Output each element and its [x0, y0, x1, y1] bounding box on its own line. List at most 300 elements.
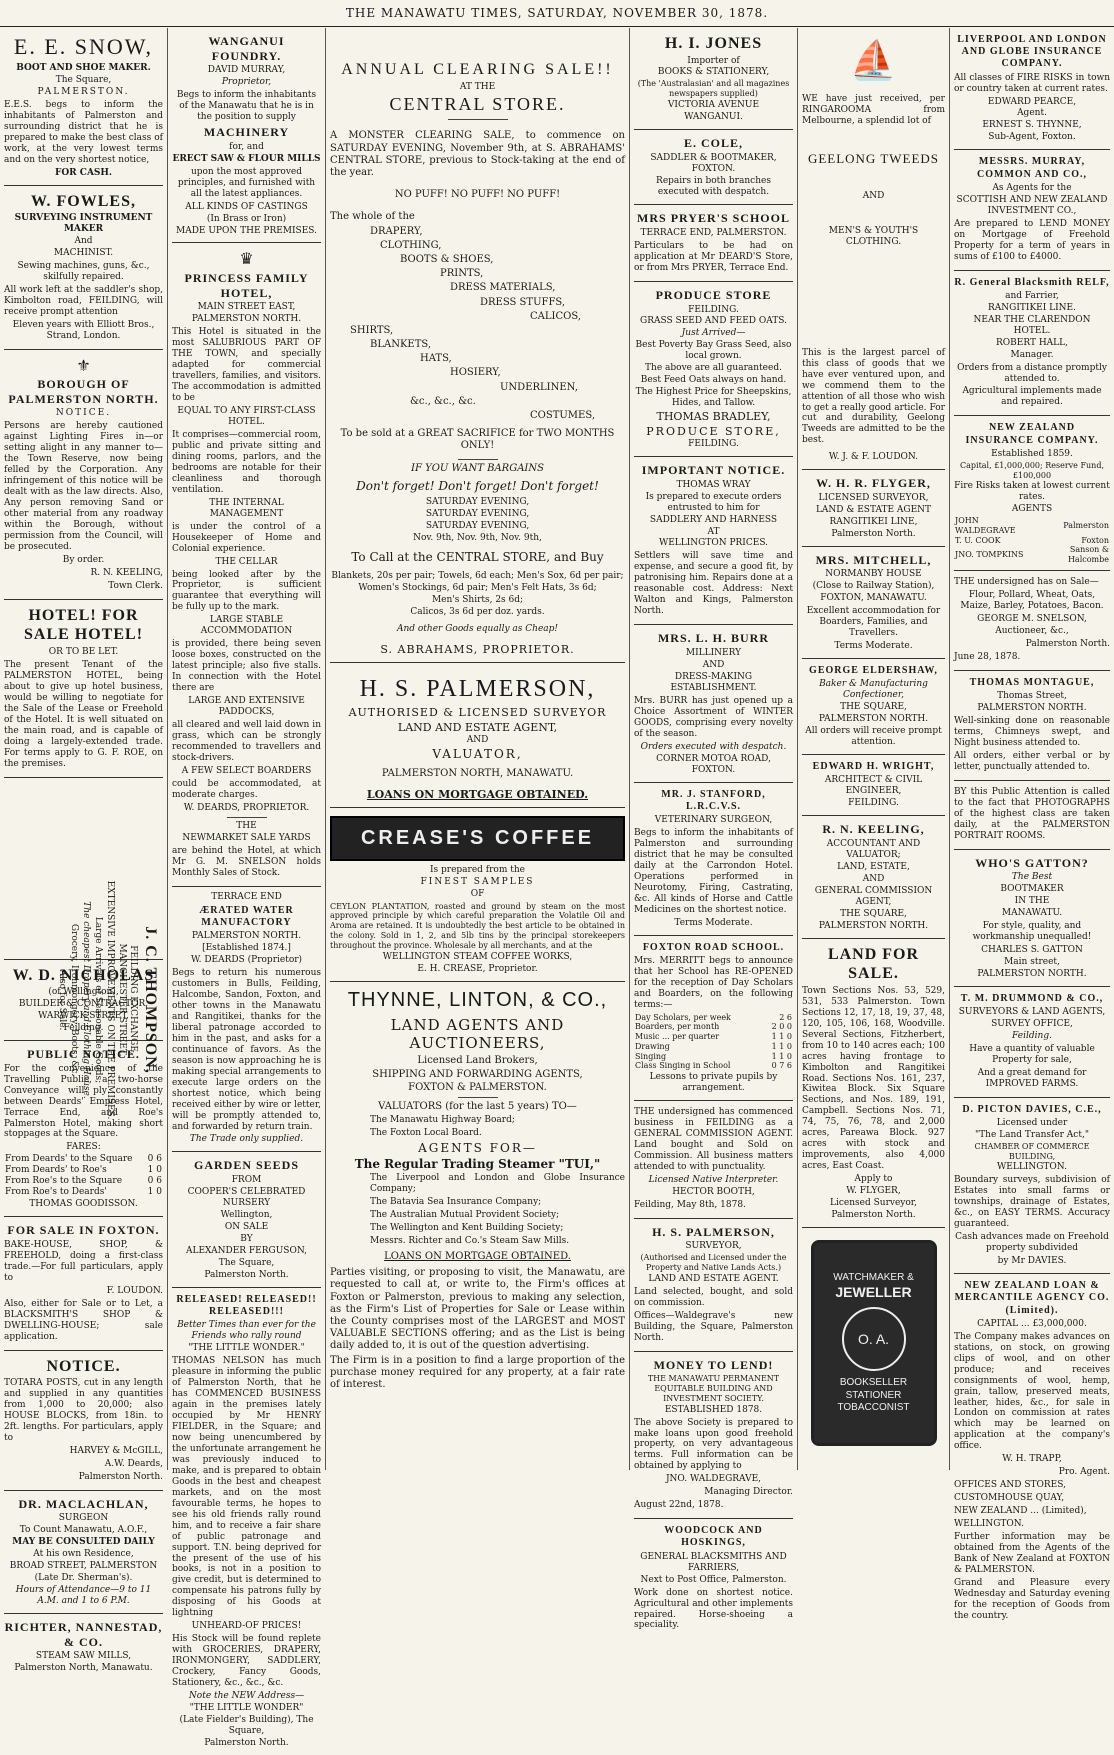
- table-row: [634, 1042, 793, 1052]
- ad-title: THOMAS MONTAGUE,: [969, 676, 1095, 688]
- masthead: THE MANAWATU TIMES, SATURDAY, NOVEMBER 30, 1878.: [0, 0, 1114, 27]
- ad-title: RELEASED! RELEASED!! RELEASED!!!: [176, 1293, 317, 1317]
- ad-line: Also for Sale.: [56, 969, 67, 1031]
- ad-loans: LOANS ON MORTGAGE OBTAINED.: [384, 1251, 571, 1263]
- ad-jones: [634, 28, 793, 130]
- rotated-ad: [55, 790, 162, 1210]
- ad-line: MEN'S & YOUTH'S CLOTHING.: [828, 225, 919, 247]
- ad-line: Messrs. Richter and Co.'s Steam Saw Mills.: [370, 1236, 570, 1247]
- ad-flyger: [802, 470, 945, 547]
- ad-title: MR. J. STANFORD, L.R.C.V.S.: [661, 788, 766, 812]
- badge-line: BOOKSELLER: [839, 1377, 908, 1389]
- ad-title: WANGANUI FOUNDRY.: [208, 34, 285, 63]
- ad-line: Auctioneer, &c.,: [995, 625, 1069, 636]
- ad-line: Licensed Surveyor,: [830, 1198, 917, 1209]
- ad-line: Palmerston North.: [831, 1210, 916, 1221]
- ad-line: Feilding.: [63, 1023, 104, 1034]
- ad-sign: W. FLYGER,: [846, 1186, 901, 1197]
- ad-line: THE SQUARE,: [840, 908, 907, 919]
- ad-line: MAIN STREET EAST,: [197, 302, 296, 313]
- ad-line: NEWMARKET SALE YARDS: [182, 832, 311, 843]
- ad-line: "The Land Transfer Act,": [975, 1129, 1089, 1140]
- ad-body: All classes of FIRE RISKS in town or country taken at current rates.: [954, 72, 1110, 94]
- ad-crease-coffee: [330, 808, 625, 982]
- ad-body: E.E.S. begs to inform the inhabitants of Palmerston and surrounding district that he is prepared to make the best class of work, at the very lowest terms and on the very shortest notice,: [4, 99, 163, 165]
- ad-line: Pro. Agent.: [1058, 1467, 1110, 1478]
- ad-line: Sub-Agent, Foxton.: [988, 132, 1076, 143]
- ad-line: Sewing machines, guns, &c., skilfully repaired.: [17, 260, 150, 282]
- ad-wray: [634, 457, 793, 625]
- ad-line: ERECT SAW & FLOUR MILLS: [172, 153, 321, 164]
- table-cell: 1 0: [147, 1165, 162, 1176]
- ad-title: FOR SALE IN FOXTON.: [7, 1223, 160, 1238]
- ad-line: Managing Director.: [704, 1487, 793, 1498]
- ad-title: THE undersigned has on Sale—: [954, 576, 1099, 587]
- ad-line: To be sold at a GREAT SACRIFICE for TWO MONTHS ONLY!: [340, 428, 615, 452]
- ad-line: BLANKETS,: [370, 339, 432, 351]
- ad-wright: [802, 755, 945, 816]
- ad-line: Is prepared to execute orders entrusted to him for: [645, 491, 782, 513]
- ad-line: (Authorised and Licensed under the Property and Native Lands Acts.): [640, 1253, 787, 1273]
- ad-body: Flour, Pollard, Wheat, Oats, Maize, Barley, Potatoes, Bacon.: [960, 589, 1104, 611]
- ad-line: SATURDAY EVENING,: [425, 497, 530, 508]
- ad-line: FOXTON.: [691, 164, 736, 175]
- ad-sign: W. DEARDS, PROPRIETOR.: [183, 802, 310, 813]
- ad-line: Offices—Waldegrave's new Building, the Square, Palmerston North.: [634, 1310, 793, 1343]
- ad-line: OF: [470, 888, 485, 899]
- table-cell: 0 7 6: [771, 1061, 792, 1071]
- ad-body: THOMAS NELSON has much pleasure in informing the public of Palmerston North, that he has COMMENCED BUSINESS again in the premises lately occupied by Mr HENRY FIELDER, in the Square; and now being unencumbered by the unfortunate arrangement he was previously induced to make, and is prepared to obtain Goods in the best and cheapest markets, and on the most favourable terms, he hopes to see his old friends rally round him, and to receive a fair share of public patronage and support. T.N. being deprived for the present of the use of his books, is not in a position to give credit, but is determined to compensate his patrons fully by disposing of his Goods at lightning: [172, 1356, 321, 1619]
- ad-keeling: [802, 816, 945, 938]
- ad-body: being looked after by the Proprietor, is sufficient guarantee that everything will be fully up to the mark.: [172, 569, 321, 613]
- ad-line: The Wellington and Kent Building Society;: [370, 1223, 564, 1234]
- ad-line: and Farrier,: [1005, 290, 1059, 301]
- ad-line: Palmerston North, Manawatu.: [14, 1663, 153, 1674]
- ad-line: Baker & Manufacturing Confectioner,: [819, 679, 928, 701]
- ad-line: The Liverpool and London and Globe Insurance Company;: [370, 1173, 625, 1195]
- ad-body: Mrs. BURR has just opened up a Choice Assortment of WINTER GOODS, comprising every novelty of the season.: [634, 695, 793, 739]
- ad-relf: [954, 271, 1110, 417]
- ad-line: Land selected, bought, and sold on commission.: [634, 1286, 793, 1308]
- ad-line: Don't forget! Don't forget! Don't forget!: [356, 478, 599, 493]
- ad-sign: GEORGE M. SNELSON,: [977, 613, 1087, 624]
- table-cell: 1 1 0: [771, 1041, 792, 1051]
- ad-body: Begs to inform the inhabitants of Palmerston and surrounding district that he may be consulted daily at the Carrondon Hotel. Operations performed in Neurotomy, Firing, Castrating, &c. All kinds of Horse and Cattle Medicines on the shortest notice.: [634, 827, 793, 915]
- divider: [458, 1097, 498, 1098]
- ad-body: His Stock will be found replete with GROCERIES, DRAPERY, IRONMONGERY, SADDLERY, Crockery, Fancy Goods, Stationery, &c., &c., &c.: [172, 1634, 321, 1689]
- ad-line: LARGE AND EXTENSIVE PADDOCKS,: [188, 696, 305, 718]
- ad-line: Large Arrivals of Seasonable Goods;: [92, 916, 103, 1083]
- ad-sign: S. ABRAHAMS, PROPRIETOR.: [380, 642, 575, 656]
- ad-line: Best Feed Oats always on hand.: [640, 375, 787, 386]
- ad-line: Hours of Attendance—9 to 11 A.M. and 1 to 6 P.M.: [15, 1585, 152, 1607]
- ad-line: SATURDAY EVENING,: [425, 521, 530, 532]
- ad-line: Licensed Native Interpreter.: [648, 1174, 779, 1185]
- ad-line: CORNER MOTOA ROAD, FOXTON.: [656, 753, 771, 775]
- ad-title: GEORGE ELDERSHAW,: [809, 665, 938, 677]
- table-cell: From Roe's to Deards': [5, 1187, 107, 1198]
- ad-title: MRS. L. H. BURR: [657, 631, 769, 646]
- table-cell: Palmerston: [1063, 521, 1109, 531]
- ad-line: Orders executed with despatch.: [640, 741, 787, 752]
- ad-title: T. M. DRUMMOND & CO.,: [960, 992, 1104, 1004]
- ad-hotel-sale: [4, 600, 163, 778]
- ad-body: Excellent accommodation for Boarders, Families, and Travellers.: [806, 606, 941, 639]
- ad-line: SURGEON: [58, 1513, 109, 1524]
- ad-subtitle: OR TO BE LET.: [48, 646, 119, 657]
- ad-line: SADDLERY AND HARNESS: [649, 514, 778, 525]
- ad-line: HOSIERY,: [450, 367, 501, 379]
- table-cell: Singing: [635, 1051, 667, 1061]
- ad-line: ESTABLISHED 1878.: [664, 1404, 763, 1415]
- ad-body: The above Society is prepared to make loans upon good freehold property, on very advantageous terms. Full information can be obtained by applying to: [634, 1417, 793, 1472]
- ad-title: W. D. NICHOLAS: [12, 966, 155, 984]
- ad-title: MRS PRYER'S SCHOOL: [637, 211, 790, 226]
- ad-line: FEILDING.: [848, 798, 899, 809]
- table-row: [634, 1061, 793, 1071]
- ad-body: Agricultural implements made and repaired.: [962, 386, 1102, 408]
- ad-line: VALUATOR,: [432, 747, 523, 762]
- table-cell: From Deards' to Roe's: [5, 1165, 107, 1176]
- ad-line: HATS,: [420, 353, 452, 365]
- ad-sign: W. H. TRAPP,: [1002, 1454, 1062, 1465]
- table-cell: 2 6: [779, 1012, 792, 1022]
- ship-icon: ⛵: [849, 38, 898, 82]
- ad-nz-insurance: [954, 416, 1110, 571]
- ad-line: GENERAL BLACKSMITHS AND FARRIERS,: [640, 1551, 787, 1573]
- ad-title: MONEY TO LEND!: [653, 1357, 774, 1372]
- ad-title: IMPORTANT NOTICE.: [641, 463, 786, 478]
- ad-geelong-tweeds: [802, 28, 945, 470]
- ad-line: (In Brass or Iron): [206, 213, 287, 224]
- ad-foundry: [172, 28, 321, 243]
- ad-line: The Foxton Local Board.: [370, 1128, 482, 1139]
- ad-line: OFFICES AND STORES,: [954, 1480, 1066, 1491]
- ad-sign: HARVEY & McGILL,: [69, 1445, 163, 1456]
- ad-line: COOPER'S CELEBRATED NURSERY: [187, 1187, 306, 1209]
- ad-body: Work done on shortest notice. Agricultural and other implements repaired. Horse-shoeing a speciality.: [634, 1587, 793, 1631]
- ad-line: (Late Dr. Sherman's).: [34, 1573, 133, 1584]
- ad-body: This Hotel is situated in the most SALUBRIOUS PART OF THE TOWN, and specially adapted for commercial travellers, families, and visitors. The accommodation is admitted to be: [172, 327, 321, 403]
- ad-line: ARCHITECT & CIVIL ENGINEER,: [824, 775, 923, 797]
- ad-title: DR. MACLACHLAN,: [18, 1496, 149, 1511]
- ad-line: Palmerston North.: [204, 1269, 289, 1280]
- ad-line: THE INTERNAL MANAGEMENT: [209, 497, 284, 519]
- ad-sign: E. H. CREASE, Proprietor.: [417, 964, 538, 975]
- ad-body: Further information may be obtained from the Agents of the Bank of New Zealand at FOXTON & PALMERSTON.: [954, 1532, 1110, 1576]
- ad-body: BAKE-HOUSE, SHOP, & FREEHOLD, doing a first-class trade.—For full particulars, apply to: [4, 1239, 163, 1283]
- ad-aerated-water: [172, 887, 321, 1153]
- ad-line: LICENSED SURVEYOR,: [818, 492, 929, 503]
- ad-line: BOOTS & SHOES,: [400, 253, 494, 265]
- ad-sign: ROBERT HALL,: [996, 337, 1068, 348]
- ad-sign: HECTOR BOOTH,: [672, 1186, 755, 1197]
- ad-line: RANGITIKEI LINE.: [987, 302, 1076, 313]
- ad-body: This is the largest parcel of this class of goods that we have ever ventured upon, and we commend them to the attention of all those who wish to get a really good article. For cut and durability, Geelong Tweeds are admitted to be the best.: [802, 347, 945, 446]
- ad-line: DRESS STUFFS,: [480, 296, 566, 308]
- ad-title: E. COLE,: [683, 135, 743, 150]
- ad-line: TERRACE END, PALMERSTON.: [640, 228, 787, 239]
- ad-line: PALMERSTON NORTH.: [191, 931, 302, 942]
- ad-line: RANGITIKEI LINE,: [829, 516, 918, 527]
- ad-line: SURVEYORS & LAND AGENTS,: [958, 1007, 1106, 1018]
- ad-line: FOXTON & PALMERSTON.: [408, 1081, 547, 1093]
- ad-line: (Close to Railway Station),: [812, 581, 935, 592]
- ad-line: (The 'Australasian' and all magazines newspapers supplied): [637, 79, 790, 99]
- ad-line: EQUAL TO ANY FIRST-CLASS HOTEL.: [177, 405, 316, 427]
- ad-palmerson-2: [634, 1219, 793, 1352]
- ad-body: Begs to inform the inhabitants of the Manawatu that he is in the position to supply: [176, 90, 317, 123]
- ad-line: BOOKS & STATIONERY,: [657, 67, 770, 78]
- ad-sign: THOMAS BRADLEY,: [656, 410, 771, 424]
- ad-address: The Square,: [55, 74, 112, 85]
- table-cell: Boarders, per month: [635, 1022, 720, 1032]
- ad-line: THE SQUARE,: [840, 702, 907, 713]
- table-cell: 1 0: [147, 1187, 162, 1198]
- ad-foxton-sale: [4, 1217, 163, 1350]
- ad-line: PRINTS,: [440, 268, 484, 280]
- table-cell: JNO. TOMPKINS: [955, 550, 1024, 560]
- ad-line: And other Goods equally as Cheap!: [396, 623, 559, 634]
- ad-body: For the convenience of the Travelling Public, a two-horse Conveyance will ply constantly between Deards' Empress Hotel, Terrace End, and Roe's Palmerston Hotel, making short stoppages at the Square.: [4, 1063, 163, 1140]
- ad-subtitle: SURVEYING INSTRUMENT MAKER: [14, 213, 153, 234]
- ad-line: The Batavia Sea Insurance Company;: [370, 1197, 542, 1208]
- ad-line: DAVID MURRAY,: [207, 65, 286, 76]
- ad-sign: F. LOUDON.: [106, 1285, 163, 1296]
- ad-line: PALMERSTON NORTH.: [191, 314, 302, 325]
- ad-line: PALMERSTON NORTH.: [818, 714, 929, 725]
- column-4: [630, 28, 798, 1631]
- ad-title: J. C. THOMPSON,: [142, 925, 159, 1074]
- ad-line: All work left at the saddler's shop, Kimbolton road, FEILDING, will receive prompt attention: [4, 284, 163, 317]
- ad-line: As Agents for the: [992, 182, 1072, 193]
- ad-money-to-lend: [634, 1352, 793, 1520]
- badge-line: TOBACCONIST: [837, 1401, 910, 1413]
- ad-title: R. N. KEELING,: [822, 822, 925, 837]
- ad-line: AND: [862, 873, 885, 884]
- ad-line: CLOTHING,: [380, 239, 442, 251]
- ad-garden-seeds: [172, 1152, 321, 1287]
- ad-davies: [954, 1098, 1110, 1274]
- ad-body: Are prepared to LEND MONEY on Mortgage of Freehold Property for a term of years in sums of £100 to £4000.: [954, 218, 1110, 262]
- ad-body: BY this Public Attention is called to the fact that PHOTOGRAPHS of the highest class are taken daily, at the PALMERSTON PORTRAIT ROOMS.: [954, 786, 1110, 841]
- ad-cole: [634, 130, 793, 206]
- ad-town: Palmerston North.: [78, 1471, 163, 1482]
- ad-princess-hotel: [172, 243, 321, 886]
- ad-line: AND: [466, 735, 489, 746]
- ad-line: Thomas Street,: [997, 690, 1067, 701]
- ad-line: SURVEYOR,: [685, 1241, 742, 1252]
- ad-title: ANNUAL CLEARING SALE!!: [341, 61, 614, 78]
- ad-body: It comprises—commercial room, public and private sitting and dining rooms, parlors, and the bedrooms are notable for their cleanliness and thorough ventilation.: [172, 429, 321, 495]
- ad-title: LAND FOR SALE.: [827, 945, 920, 983]
- ad-line: AGENTS FOR—: [418, 1141, 537, 1156]
- ad-fares: FARES:: [66, 1142, 101, 1153]
- ad-role: Town Clerk.: [108, 580, 163, 591]
- ad-body: Parties visiting, or proposing to visit, the Manawatu, are requested to call at, or write to, the Firm's offices at Foxton or Palmerston, previous to making any selection, as the Firm's List of Properties for Sale or Lease within the County comprises most of the LARGEST and MOST VALUABLE SECTIONS offering; and as the List is being daily added to, it is out of the question advertising.: [330, 1267, 625, 1352]
- ad-body: Begs to return his numerous customers in Bulls, Feilding, Halcombe, Sandon, Foxton, and other towns in the Manawatu and Rangitikei, thanks for the liberal patronage accorded to him in the past, and asks for a continuance of favors. As the season is now approaching he is making special arrangements to execute large orders on the shortest notice, which being received either by wire or letter, will be promptly attended to, and forwarded by return train.: [172, 967, 321, 1132]
- ad-clearing-sale: [330, 28, 625, 663]
- table-cell: Music ... per quarter: [635, 1032, 720, 1042]
- ad-line: MADE UPON THE PREMISES.: [175, 225, 317, 236]
- table-row: [954, 516, 1110, 536]
- ad-maclachlan: [4, 1491, 163, 1614]
- ad-snow: [4, 28, 163, 186]
- ad-line: SATURDAY EVENING,: [425, 509, 530, 520]
- column-3: [326, 28, 630, 1470]
- ad-by: By order.: [62, 555, 105, 566]
- ad-subtitle: BOOT AND SHOE MAKER.: [16, 62, 151, 73]
- ad-produce-store: [634, 282, 793, 457]
- ad-line: CHAMBER OF COMMERCE BUILDING,: [974, 1141, 1090, 1161]
- ad-title: EDWARD H. WRIGHT,: [812, 761, 935, 773]
- column-2: [168, 28, 326, 1749]
- ad-photographs: [954, 781, 1110, 850]
- ad-line: Proprietor,: [221, 77, 272, 88]
- ad-body: Grand and Pleasure every Wednesday and Saturday evening for the reception of Goods from the country.: [954, 1578, 1110, 1621]
- ad-line: FEILDING EXCHANGE,: [128, 944, 139, 1055]
- ad-line: IF YOU WANT BARGAINS: [411, 462, 544, 474]
- table-cell: 0 6: [147, 1176, 162, 1187]
- ad-thynne-linton: [330, 982, 625, 1398]
- ad-line: MILLINERY: [685, 647, 742, 658]
- ad-title: D. PICTON DAVIES, C.E.,: [962, 1103, 1102, 1115]
- ad-note: FOR CASH.: [54, 167, 113, 178]
- ad-title: FOXTON ROAD SCHOOL.: [642, 941, 785, 953]
- ad-body: A MONSTER CLEARING SALE, to commence on SATURDAY EVENING, November 9th, at S. ABRAHAMS' CENTRAL STORE, previous to Stock-taking at the end of the year.: [330, 130, 625, 178]
- ad-body: Persons are hereby cautioned against Lighting Fires in—or setting alight in any manner to—the Town Reserve, now being felled by the Corporation. Any infringement of this notice will be dealt with as the law directs. Also, Any person removing Sand or other material from any roadway within the Borough, without permission from the Council, will be prosecuted.: [4, 421, 163, 553]
- ad-line: THOMAS WRAY: [676, 479, 751, 490]
- ad-line: NORMANBY HOUSE: [825, 569, 922, 580]
- badge-line: STATIONER: [845, 1389, 902, 1401]
- divider: [448, 119, 508, 120]
- table-cell: JOHN WALDEGRAVE: [955, 516, 1016, 535]
- table-cell: 0 6: [147, 1154, 162, 1165]
- table-cell: 2 0 0: [771, 1022, 792, 1032]
- ad-line: WELLINGTON STEAM COFFEE WORKS,: [382, 952, 573, 963]
- ad-title: NEW ZEALAND INSURANCE COMPANY.: [965, 422, 1099, 446]
- ad-line: Apply to: [854, 1174, 893, 1185]
- ad-body: All orders, either verbal or by letter, punctually attended to.: [954, 750, 1110, 772]
- ad-line: STEAM SAW MILLS,: [35, 1651, 132, 1662]
- ad-line: A FEW SELECT BOARDERS: [181, 765, 312, 776]
- ad-line: AT THE: [459, 81, 496, 92]
- ad-body: is provided, there being seven loose boxes, constructed on the latest principle; also five stalls. In connection with the Hotel there are: [172, 639, 321, 694]
- ad-land-for-sale: [802, 939, 945, 1228]
- ad-line: "THE LITTLE WONDER": [189, 1703, 304, 1714]
- ad-title: H. S. PALMERSON,: [359, 676, 596, 703]
- ad-line: NEW ZEALAND ... (Limited),: [954, 1506, 1087, 1517]
- ad-line: ACCOUNTANT AND VALUATOR;: [826, 838, 921, 860]
- ad-line: Feilding, May 8th, 1878.: [634, 1199, 746, 1210]
- ad-foxton-school: [634, 936, 793, 1101]
- ad-line: SCOTTISH AND NEW ZEALAND INVESTMENT CO.,: [956, 194, 1108, 216]
- ad-title: H. S. PALMERSON,: [652, 1224, 775, 1239]
- ad-line: Established 1859.: [991, 448, 1073, 459]
- ad-line: IN THE: [1014, 896, 1050, 907]
- ad-title: GEELONG TWEEDS: [807, 150, 940, 166]
- seal-icon: O. A.: [842, 1307, 906, 1371]
- ad-body: Boundary surveys, subdivision of Estates into small farms or townships, drainage of Estates, &c., on EASY TERMS. Accuracy guaranteed.: [954, 1175, 1110, 1230]
- ad-title: NEW ZEALAND LOAN & MERCANTILE AGENCY CO. (Limited).: [954, 1280, 1110, 1316]
- ad-line: LAND AND ESTATE AGENT.: [648, 1273, 779, 1284]
- column-1: [0, 28, 168, 1674]
- ad-line: Manager.: [1010, 349, 1054, 360]
- table-cell: From Roe's to the Square: [5, 1176, 123, 1187]
- ad-line: SHIRTS,: [350, 324, 394, 336]
- ad-store: CENTRAL STORE.: [389, 94, 566, 115]
- ad-line: UNHEARD-OF PRICES!: [191, 1621, 302, 1632]
- ad-snelson: [954, 571, 1110, 671]
- ad-mitchell: [802, 547, 945, 659]
- table-row: [634, 1032, 793, 1042]
- ad-line: At his own Residence,: [33, 1549, 134, 1560]
- ad-line: To Call at the CENTRAL STORE, and Buy: [351, 550, 604, 565]
- ad-sign: JNO. WALDEGRAVE,: [665, 1474, 762, 1485]
- column-5: [798, 28, 950, 1470]
- ad-line: Men's Shirts, 2s 6d;: [431, 594, 524, 605]
- ad-body: Particulars to be had on application at Mr DEARD'S Store, or from Mrs PRYER, Terrace End.: [634, 240, 793, 273]
- ad-drummond: [954, 987, 1110, 1098]
- ad-line: Terms Moderate.: [674, 917, 753, 928]
- ad-stanford: [634, 783, 793, 936]
- ad-title: THYNNE, LINTON, & CO.,: [347, 989, 608, 1012]
- ad-line: BOOTMAKER: [1000, 884, 1064, 895]
- ad-line: ALEXANDER FERGUSON,: [186, 1245, 307, 1256]
- ad-title: H. I. JONES: [664, 35, 763, 52]
- ad-line: Women's Stockings, 6d pair; Men's Felt Hats, 3s 6d;: [358, 582, 597, 593]
- ad-line: WARWICK STREET,: [38, 1011, 129, 1022]
- ad-title: R. General Blacksmith RELF,: [954, 276, 1110, 288]
- ad-nelson: [172, 1288, 321, 1755]
- ad-line: PALMERSTON NORTH.: [818, 920, 929, 931]
- ad-sign: CHARLES S. GATTON: [981, 944, 1083, 955]
- ad-line: SURVEY OFFICE,: [991, 1019, 1073, 1029]
- ad-title: PRINCESS FAMILY HOTEL,: [184, 270, 309, 300]
- ad-palmerson: [330, 663, 625, 808]
- ad-line: Palmerston North.: [831, 528, 916, 539]
- ad-totara: [4, 1351, 163, 1491]
- ad-title: PRODUCE STORE: [655, 287, 772, 302]
- ad-title: BOROUGH OF PALMERSTON NORTH.: [8, 377, 159, 406]
- ad-line: The Trade only supplied.: [189, 1134, 304, 1145]
- ad-loans: LOANS ON MORTGAGE OBTAINED.: [366, 787, 589, 801]
- ad-body: For style, quality, and workmanship unequalled!: [972, 921, 1092, 942]
- ad-eldershaw: [802, 659, 945, 755]
- ad-line: Licensed under: [996, 1118, 1068, 1128]
- ad-line: Better Times than ever for the Friends who rally round: [177, 1320, 316, 1342]
- ad-line: BUILDER & CONTRACTOR,: [18, 999, 149, 1010]
- ad-line: THE MANAWATU PERMANENT EQUITABLE BUILDING AND INVESTMENT SOCIETY.: [647, 1374, 780, 1403]
- ad-body: CEYLON PLANTATION, roasted and ground by steam on the most approved principle by which careful preparation the Volatile Oil and Aroma are retained. It is undoubtedly the best article to be obtained in the colony. Sold in 1, 2, and 5lb tins by the principal storekeepers throughout the province. Wholesale by all merchants, and at the: [330, 901, 625, 950]
- badge-line: WATCHMAKER &: [833, 1272, 914, 1284]
- ad-line: Feilding.: [1012, 1030, 1052, 1041]
- ad-line: EXTENSIVE IMPROVEMENTS ON THE PREMISES.: [104, 880, 115, 1119]
- ad-line: Calicos, 3s 6d per doz. yards.: [410, 606, 545, 617]
- ad-line: The Manawatu Highway Board;: [370, 1115, 515, 1126]
- ad-line: ALL KINDS OF CASTINGS: [185, 201, 308, 212]
- ad-pryer-school: [634, 205, 793, 282]
- ad-booth: [634, 1101, 793, 1219]
- ad-sign: EDWARD PEARCE,: [987, 96, 1077, 107]
- ad-line: UNDERLINEN,: [500, 381, 578, 393]
- ad-burr: [634, 625, 793, 782]
- ad-line: Grocery, Ironmongery, Boots, &c.: [68, 923, 79, 1076]
- ad-line: LAND AND ESTATE AGENT,: [397, 720, 558, 734]
- ad-fowles: [4, 186, 163, 350]
- ad-body: Orders from a distance promptly attended to.: [957, 362, 1107, 384]
- ad-line: FROM: [231, 1175, 262, 1186]
